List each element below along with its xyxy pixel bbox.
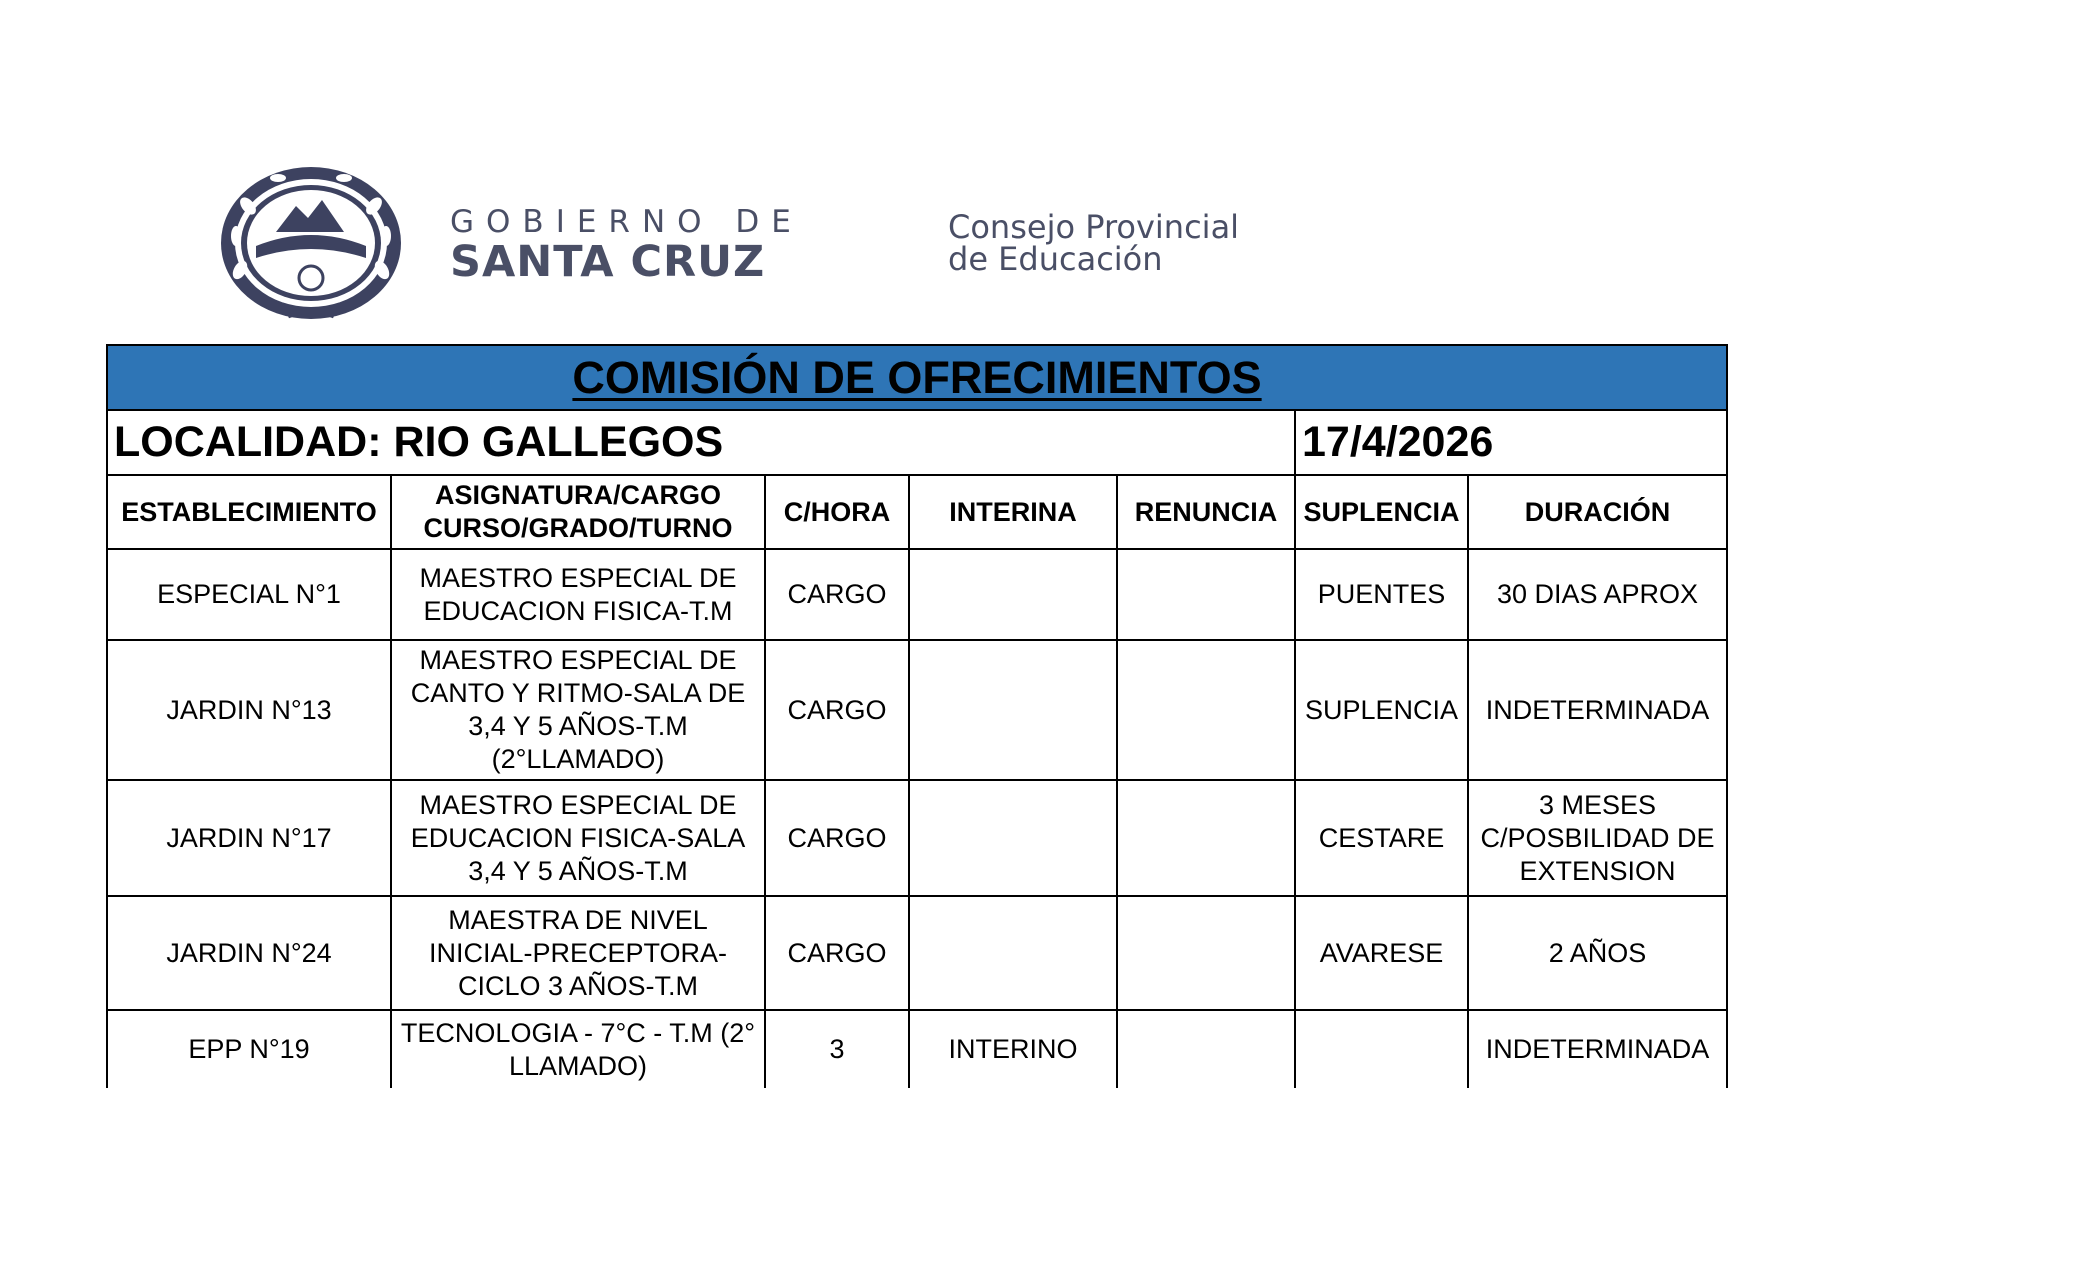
cell-establecimiento: ESPECIAL N°1 bbox=[107, 549, 391, 640]
col-header-establecimiento: ESTABLECIMIENTO bbox=[107, 475, 391, 549]
cell-chora: CARGO bbox=[765, 640, 909, 780]
header-logos bbox=[218, 166, 1358, 326]
cell-renuncia bbox=[1117, 896, 1295, 1010]
cell-asignatura: MAESTRO ESPECIAL DE EDUCACION FISICA-T.M bbox=[391, 549, 765, 640]
consejo-logo-text bbox=[948, 208, 1240, 278]
col-header-asignatura: ASIGNATURA/CARGO CURSO/GRADO/TURNO bbox=[391, 475, 765, 549]
provincial-seal-icon bbox=[218, 166, 404, 324]
cell-asignatura: MAESTRO ESPECIAL DE CANTO Y RITMO-SALA DE 3,4 Y 5 AÑOS-T.M (2°LLAMADO) bbox=[391, 640, 765, 780]
cell-chora: 3 bbox=[765, 1010, 909, 1088]
localidad-cell: LOCALIDAD: RIO GALLEGOS bbox=[107, 410, 1295, 475]
cell-duracion: 30 DIAS APROX bbox=[1468, 549, 1727, 640]
localidad-row bbox=[107, 410, 1727, 475]
col-header-suplencia: SUPLENCIA bbox=[1295, 475, 1468, 549]
cell-interina bbox=[909, 780, 1117, 896]
ofrecimientos-sheet bbox=[106, 344, 1726, 1088]
gobierno-logo-text bbox=[450, 204, 803, 287]
col-header-interina: INTERINA bbox=[909, 475, 1117, 549]
cell-duracion: INDETERMINADA bbox=[1468, 640, 1727, 780]
sheet-title: COMISIÓN DE OFRECIMIENTOS bbox=[107, 345, 1727, 410]
title-row bbox=[107, 345, 1727, 410]
cell-duracion: INDETERMINADA bbox=[1468, 1010, 1727, 1088]
col-header-chora: C/HORA bbox=[765, 475, 909, 549]
consejo-line2: de Educación bbox=[948, 240, 1163, 278]
table-row bbox=[107, 780, 1727, 896]
cell-suplencia bbox=[1295, 1010, 1468, 1088]
cell-renuncia bbox=[1117, 640, 1295, 780]
cell-duracion: 2 AÑOS bbox=[1468, 896, 1727, 1010]
col-header-duracion: DURACIÓN bbox=[1468, 475, 1727, 549]
cell-renuncia bbox=[1117, 780, 1295, 896]
cell-suplencia: SUPLENCIA bbox=[1295, 640, 1468, 780]
cell-chora: CARGO bbox=[765, 549, 909, 640]
table-row bbox=[107, 1010, 1727, 1088]
cell-asignatura: MAESTRO ESPECIAL DE EDUCACION FISICA-SALA 3,4 Y 5 AÑOS-T.M bbox=[391, 780, 765, 896]
col-header-renuncia: RENUNCIA bbox=[1117, 475, 1295, 549]
cell-renuncia bbox=[1117, 549, 1295, 640]
cell-duracion: 3 MESES C/POSBILIDAD DE EXTENSION bbox=[1468, 780, 1727, 896]
gov-line1: GOBIERNO DE bbox=[450, 204, 803, 240]
cell-chora: CARGO bbox=[765, 780, 909, 896]
ofrecimientos-table bbox=[106, 344, 1728, 1088]
table-row bbox=[107, 549, 1727, 640]
consejo-line1: Consejo Provincial bbox=[948, 208, 1240, 246]
cell-establecimiento: EPP N°19 bbox=[107, 1010, 391, 1088]
cell-interina bbox=[909, 549, 1117, 640]
cell-asignatura: MAESTRA DE NIVEL INICIAL-PRECEPTORA-CICLO 3 AÑOS-T.M bbox=[391, 896, 765, 1010]
cell-establecimiento: JARDIN N°17 bbox=[107, 780, 391, 896]
cell-chora: CARGO bbox=[765, 896, 909, 1010]
cell-establecimiento: JARDIN N°24 bbox=[107, 896, 391, 1010]
fecha-cell: 17/4/2026 bbox=[1295, 410, 1727, 475]
cell-suplencia: AVARESE bbox=[1295, 896, 1468, 1010]
column-header-row bbox=[107, 475, 1727, 549]
cell-asignatura: TECNOLOGIA - 7°C - T.M (2° LLAMADO) bbox=[391, 1010, 765, 1088]
table-row bbox=[107, 896, 1727, 1010]
cell-interina bbox=[909, 896, 1117, 1010]
cell-suplencia: PUENTES bbox=[1295, 549, 1468, 640]
cell-interina bbox=[909, 640, 1117, 780]
cell-suplencia: CESTARE bbox=[1295, 780, 1468, 896]
gov-line2: SANTA CRUZ bbox=[450, 237, 766, 287]
table-row bbox=[107, 640, 1727, 780]
cell-interina: INTERINO bbox=[909, 1010, 1117, 1088]
cell-establecimiento: JARDIN N°13 bbox=[107, 640, 391, 780]
cell-renuncia bbox=[1117, 1010, 1295, 1088]
